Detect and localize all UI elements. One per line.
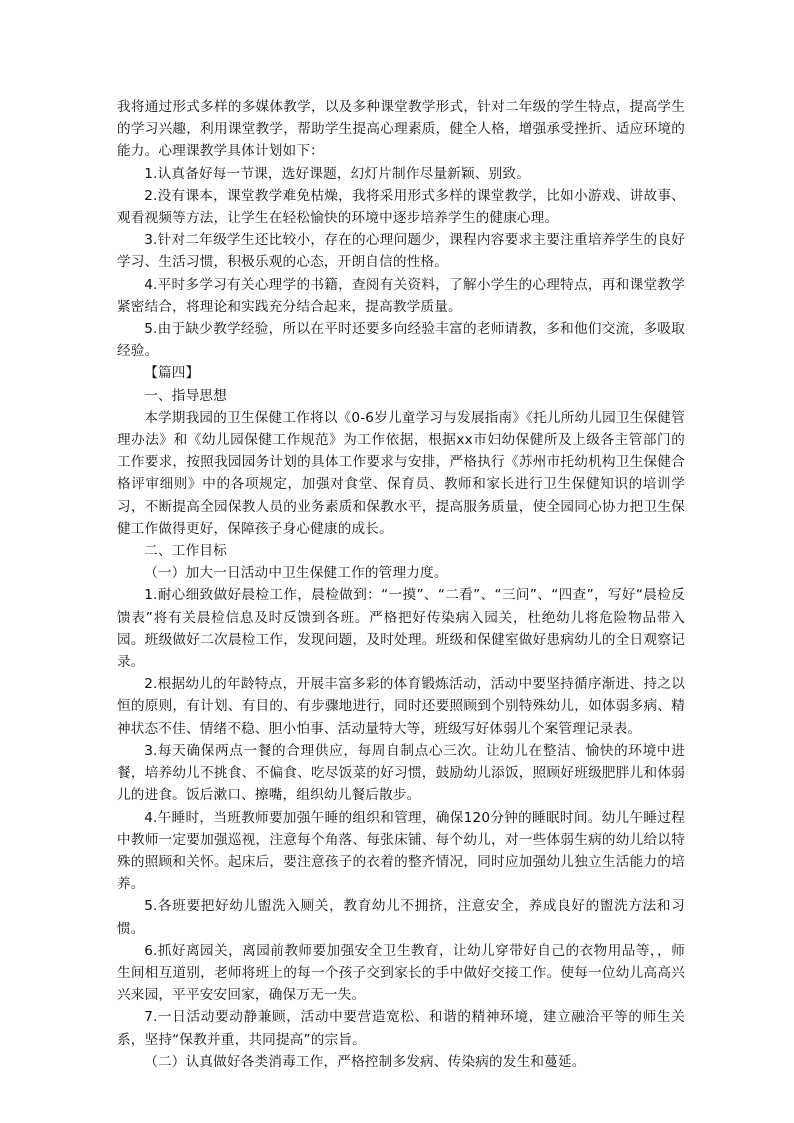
- subsection-title-2: （二）认真做好各类消毒工作，严格控制多发病、传染病的发生和蔓延。: [144, 1053, 586, 1070]
- plan-item-2: 2.没有课本，课堂教学难免枯燥，我将采用形式多样的课堂教学，比如小游戏、讲故事、观看视频等方法，让学生在轻松愉快的环境中逐步培养学生的健康心理。: [117, 187, 685, 227]
- document-body: [117, 96, 685, 1073]
- plan-item-1: 1.认真备好每一节课，选好课题，幻灯片制作尽量新颖、别致。: [144, 165, 530, 182]
- guiding-ideology-paragraph: 本学期我园的卫生保健工作将以《0-6岁儿童学习与发展指南》《托儿所幼儿园卫生保健管理办法》和《幼儿园保健工作规范》为工作依据，根据xx市妇幼保健所及上级各主管部门的工作要求，按照我园园务计划的具体工作要求与安排，严格执行《苏州市托幼机构卫生保健合格评审细则》中的各项规定，加强对食堂、保育员、教师和家长进行卫生保健知识的培训学习，不断提高全园保教人员的业务素质和保教水平，提高服务质量，使全园同心协力把卫生保健工作做得更好，保障孩子身心健康的成长。: [117, 409, 685, 537]
- plan-item-4: 4.平时多学习有关心理学的书籍，查阅有关资料，了解小学生的心理特点，再和课堂教学紧密结合，将理论和实践充分结合起来，提高教学质量。: [117, 276, 685, 315]
- goal-item-3: 3.每天确保两点一餐的合理供应，每周自制点心三次。让幼儿在整洁、愉快的环境中进餐，培养幼儿不挑食、不偏食、吃尽饭菜的好习惯，鼓励幼儿添饭，照顾好班级肥胖儿和体弱儿的进食。饭后漱口、擦嘴，组织幼儿餐后散步。: [117, 742, 685, 804]
- subsection-title-1: （一）加大一日活动中卫生保健工作的管理力度。: [144, 565, 448, 582]
- goal-item-5: 5.各班要把好幼儿盥洗入厕关，教育幼儿不拥挤，注意安全，养成良好的盥洗方法和习惯。: [117, 898, 685, 937]
- goal-item-6: 6.抓好离园关，离园前教师要加强安全卫生教育，让幼儿穿带好自己的衣物用品等，，师生间相互道别，老师将班上的每一个孩子交到家长的手中做好交接工作。使每一位幼儿高高兴兴来园，平平安安回家，确保万无一失。: [117, 942, 685, 1004]
- section-heading-part-four: 【篇四】: [144, 365, 200, 382]
- plan-item-3: 3.针对二年级学生还比较小，存在的心理问题少，课程内容要求主要注重培养学生的良好学习、生活习惯，积极乐观的心态，开朗自信的性格。: [117, 232, 685, 271]
- goal-item-4: 4.午睡时，当班教师要加强午睡的组织和管理，确保120分钟的睡眠时间。幼儿午睡过程中教师一定要加强巡视，注意每个角落、每张床铺、每个幼儿，对一些体弱生病的幼儿给以特殊的照顾和关怀。起床后，要注意孩子的衣着的整齐情况，同时应加强幼儿独立生活能力的培养。: [117, 809, 685, 893]
- goal-item-2: 2.根据幼儿的年龄特点，开展丰富多彩的体育锻炼活动，活动中要坚持循序渐进、持之以恒的原则，有计划、有目的、有步骤地进行，同时还要照顾到个别特殊幼儿，如体弱多病、精神状态不佳、情绪不稳、胆小怕事、活动量特大等，班级写好体弱儿个案管理记录表。: [117, 676, 685, 737]
- section-title-work-goals: 二、工作目标: [144, 543, 227, 560]
- goal-item-1: 1.耐心细致做好晨检工作，晨检做到：“一摸”、“二看”、“三问”、“四查”，写好“晨检反馈表”将有关晨检信息及时反馈到各班。严格把好传染病入园关，杜绝幼儿将危险物品带入园。班级做好二次晨检工作，发现问题，及时处理。班级和保健室做好患病幼儿的全日观察记录。: [117, 587, 685, 671]
- plan-item-5: 5.由于缺少教学经验，所以在平时还要多向经验丰富的老师请教，多和他们交流，多吸取经验。: [117, 321, 685, 360]
- goal-item-7: 7.一日活动要动静兼顾，活动中要营造宽松、和谐的精神环境，建立融洽平等的师生关系，坚持“保教并重，共同提高”的宗旨。: [117, 1009, 685, 1048]
- section-title-guiding-ideology: 一、指导思想: [144, 387, 227, 404]
- intro-paragraph: 我将通过形式多样的多媒体教学，以及多种课堂教学形式，针对二年级的学生特点，提高学生的学习兴趣，利用课堂教学，帮助学生提高心理素质，健全人格，增强承受挫折、适应环境的能力。心理课教学具体计划如下：: [117, 99, 685, 160]
